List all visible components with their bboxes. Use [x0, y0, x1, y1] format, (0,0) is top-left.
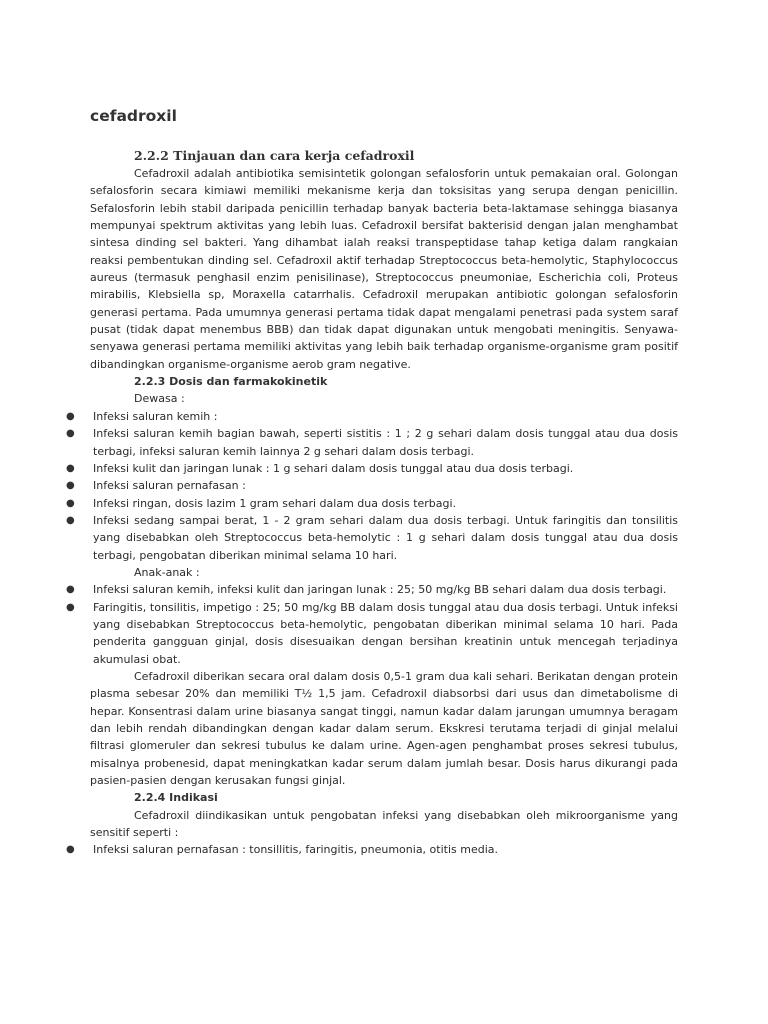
list-item: ● Infeksi saluran kemih, infeksi kulit dan jaringan lunak : 25; 50 mg/kg BB sehari dalam dua dosis terbagi.	[90, 581, 678, 598]
list-item: ● Infeksi saluran pernafasan :	[90, 477, 678, 494]
document-body	[66, 147, 678, 859]
bullet-icon: ●	[66, 584, 75, 596]
bullet-icon: ●	[66, 480, 75, 492]
list-item: ● Infeksi saluran kemih :	[90, 408, 678, 425]
bullet-icon: ●	[66, 497, 75, 509]
list-item: ● Faringitis, tonsilitis, impetigo : 25; 50 mg/kg BB dalam dosis tunggal atau dua dosis terbagi. Untuk infeksi yang disebabkan Streptococcus beta-hemolytic, pengobatan diberikan minimal selama 10 hari. Pada penderita gangguan ginjal, dosis disesuaikan dengan bersihan kreatinin untuk mencegah terjadinya akumulasi obat.	[66, 600, 678, 666]
list-item: ● Infeksi sedang sampai berat, 1 - 2 gram sehari dalam dua dosis terbagi. Untuk faringitis dan tonsilitis yang disebabkan oleh Streptococcus beta-hemolytic : 1 g sehari dalam dosis tunggal atau dua dosis terbagi, pengobatan diberikan minimal selama 10 hari.	[66, 513, 678, 562]
bullet-icon: ●	[66, 462, 75, 474]
section-heading-2-2-2: 2.2.2 Tinjauan dan cara kerja cefadroxil	[134, 148, 415, 163]
child-dosage-list	[66, 581, 678, 668]
indication-list	[66, 841, 678, 858]
bullet-icon: ●	[66, 410, 75, 422]
list-item: ● Infeksi ringan, dosis lazim 1 gram sehari dalam dua dosis terbagi.	[90, 495, 678, 512]
child-label: Anak-anak :	[134, 565, 200, 579]
list-item: ● Infeksi saluran pernafasan : tonsillitis, faringitis, pneumonia, otitis media.	[90, 841, 678, 858]
section-heading-2-2-4: 2.2.4 Indikasi	[134, 791, 218, 805]
section-heading-2-2-3: 2.2.3 Dosis dan farmakokinetik	[134, 375, 328, 389]
bullet-icon: ●	[66, 514, 75, 526]
section-paragraph-2-2-4: Cefadroxil diindikasikan untuk pengobatan infeksi yang disebabkan oleh mikroorganisme yang sensitif seperti :	[90, 808, 678, 840]
document-title: cefadroxil	[90, 107, 177, 125]
pharmacokinetics-paragraph: Cefadroxil diberikan secara oral dalam dosis 0,5-1 gram dua kali sehari. Berikatan dengan protein plasma sebesar 20% dan memiliki T½ 1,5 jam. Cefadroxil diabsorbsi dari usus dan dimetabolisme di hepar. Konsentrasi dalam urine biasanya sangat tinggi, namun kadar dalam jarungan umumnya beragam dan lebih rendah dibandingkan dengan kadar dalam serum. Ekskresi terutama terjadi di ginjal melalui filtrasi glomeruler dan sekresi tubulus ke dalam urine. Agen-agen penghambat proses sekresi tubulus, misalnya probenesid, dapat meningkatkan kadar serum dalam jumlah besar. Dosis harus dikurangi pada pasien-pasien dengan kerusakan fungsi ginjal.	[90, 669, 678, 788]
list-item: ● Infeksi kulit dan jaringan lunak : 1 g sehari dalam dosis tunggal atau dua dosis terbagi.	[90, 460, 678, 477]
bullet-icon: ●	[66, 601, 75, 613]
section-paragraph-2-2-2: Cefadroxil adalah antibiotika semisintetik golongan sefalosforin untuk pemakaian oral. Golongan sefalosforin secara kimiawi memiliki mekanisme kerja dan toksisitas yang serupa dengan penicillin. Sefalosforin lebih stabil daripada penicillin terhadap banyak bacteria beta-laktamase sehingga biasanya mempunyai spektrum aktivitas yang lebih luas. Cefadroxil bersifat bakterisid dengan jalan menghambat sintesa dinding sel bakteri. Yang dihambat ialah reaksi transpeptidase tahap ketiga dalam rangkaian reaksi pembentukan dinding sel. Cefadroxil aktif terhadap Streptococcus beta-hemolytic, Staphylococcus aureus (termasuk penghasil enzim penisilinase), Streptococcus pneumoniae, Escherichia coli, Proteus mirabilis, Klebsiella sp, Moraxella catarrhalis. Cefadroxil merupakan antibiotic golongan sefalosforin generasi pertama. Pada umumnya generasi pertama tidak dapat mengalami penetrasi pada system saraf pusat (tidak dapat menembus BBB) dan tidak dapat digunakan untuk mengobati meningitis. Senyawa-senyawa generasi pertama memiliki aktivitas yang lebih baik terhadap organisme-organisme gram positif dibandingkan organisme-organisme aerob gram negative.	[90, 167, 678, 371]
list-item: ● Infeksi saluran kemih bagian bawah, seperti sistitis : 1 ; 2 g sehari dalam dosis tunggal atau dua dosis terbagi, infeksi saluran kemih lainnya 2 g sehari dalam dosis terbagi.	[66, 427, 678, 458]
adult-label: Dewasa :	[134, 392, 185, 406]
bullet-icon: ●	[66, 844, 75, 856]
adult-dosage-list	[66, 408, 678, 564]
bullet-icon: ●	[66, 428, 75, 440]
